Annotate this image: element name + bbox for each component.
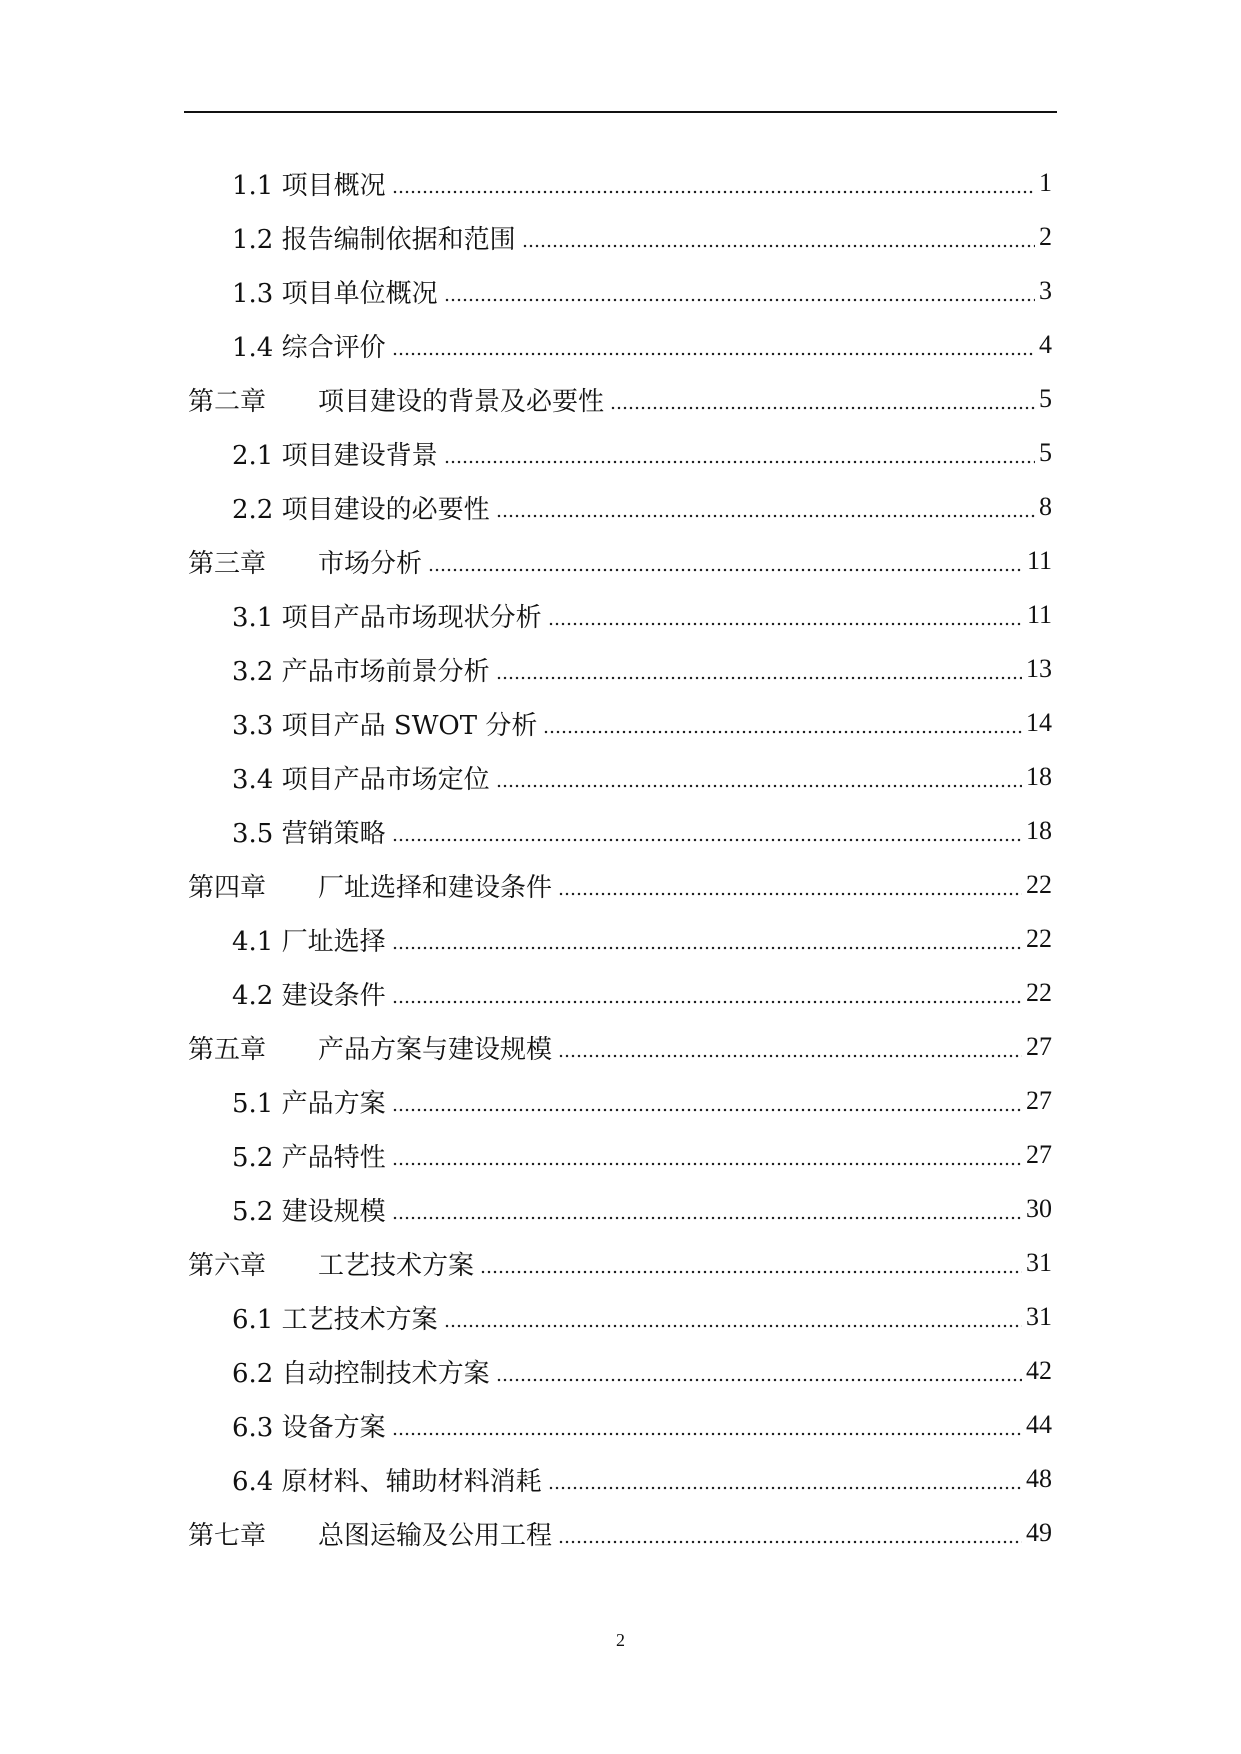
toc-section-label: 3.1 项目产品市场现状分析 — [232, 602, 542, 633]
toc-page-number: 13 — [1026, 654, 1052, 683]
toc-section-entry[interactable] — [188, 750, 1052, 804]
chapter-number: 第六章 — [188, 1250, 267, 1281]
toc-section-entry[interactable] — [188, 642, 1052, 696]
toc-page-number: 2 — [1039, 222, 1052, 251]
toc-chapter-label — [188, 543, 422, 580]
toc-section-entry[interactable] — [188, 156, 1052, 210]
toc-chapter-label — [188, 381, 604, 418]
chapter-number: 第三章 — [188, 548, 267, 579]
chapter-title: 总图运输及公用工程 — [318, 1520, 553, 1551]
dot-leader — [392, 927, 1022, 951]
chapter-title: 项目建设的背景及必要性 — [318, 386, 605, 417]
toc-page-number: 27 — [1026, 1032, 1052, 1061]
toc-section-entry[interactable] — [188, 804, 1052, 858]
toc-section-entry[interactable] — [188, 318, 1052, 372]
toc-section-label: 2.1 项目建设背景 — [232, 440, 438, 471]
toc-section-label: 2.2 项目建设的必要性 — [232, 494, 490, 525]
chapter-title: 产品方案与建设规模 — [318, 1034, 553, 1065]
toc-page-number: 27 — [1026, 1086, 1052, 1115]
dot-leader — [548, 603, 1023, 627]
toc-section-label: 5.1 产品方案 — [232, 1088, 386, 1119]
page-number: 2 — [616, 1630, 625, 1650]
dot-leader — [392, 981, 1022, 1005]
header-rule — [184, 111, 1057, 113]
toc-section-entry[interactable] — [188, 912, 1052, 966]
dot-leader — [428, 549, 1023, 573]
toc-page-number: 48 — [1026, 1464, 1052, 1493]
toc-page-number: 30 — [1026, 1194, 1052, 1223]
dot-leader — [558, 1035, 1022, 1059]
toc-chapter-entry[interactable] — [188, 534, 1052, 588]
toc-section-label: 5.2 建设规模 — [232, 1196, 386, 1227]
dot-leader — [543, 711, 1022, 735]
toc-page-number: 22 — [1026, 978, 1052, 1007]
dot-leader — [392, 819, 1022, 843]
chapter-number: 第七章 — [188, 1520, 267, 1551]
dot-leader — [392, 171, 1035, 195]
toc-page-number: 27 — [1026, 1140, 1052, 1169]
chapter-number: 第四章 — [188, 872, 267, 903]
toc-section-entry[interactable] — [188, 966, 1052, 1020]
toc-section-label: 4.2 建设条件 — [232, 980, 386, 1011]
toc-page-number: 4 — [1039, 330, 1052, 359]
dot-leader — [392, 1197, 1022, 1221]
dot-leader — [496, 1359, 1022, 1383]
toc-section-entry[interactable] — [188, 1398, 1052, 1452]
dot-leader — [558, 873, 1022, 897]
toc-section-label: 1.3 项目单位概况 — [232, 278, 438, 309]
toc-section-label: 5.2 产品特性 — [232, 1142, 386, 1173]
toc-page-number: 5 — [1039, 438, 1052, 467]
toc-section-label: 3.2 产品市场前景分析 — [232, 656, 490, 687]
toc-page-number: 14 — [1026, 708, 1052, 737]
dot-leader — [444, 441, 1035, 465]
toc-section-label: 4.1 厂址选择 — [232, 926, 386, 957]
toc-section-entry[interactable] — [188, 1290, 1052, 1344]
toc-page-number: 18 — [1026, 762, 1052, 791]
toc-chapter-label — [188, 867, 552, 904]
toc-section-entry[interactable] — [188, 210, 1052, 264]
toc-section-label: 1.1 项目概况 — [232, 170, 386, 201]
toc-section-entry[interactable] — [188, 480, 1052, 534]
toc-chapter-label — [188, 1029, 552, 1066]
toc-section-label: 1.2 报告编制依据和范围 — [232, 224, 516, 255]
toc-section-label: 6.2 自动控制技术方案 — [232, 1358, 490, 1389]
chapter-title: 厂址选择和建设条件 — [318, 872, 553, 903]
dot-leader — [496, 495, 1035, 519]
toc-page-number: 49 — [1026, 1518, 1052, 1547]
chapter-number: 第五章 — [188, 1034, 267, 1065]
toc-page-number: 3 — [1039, 276, 1052, 305]
toc-section-entry[interactable] — [188, 1182, 1052, 1236]
toc-section-entry[interactable] — [188, 426, 1052, 480]
dot-leader — [610, 387, 1035, 411]
toc-section-label: 6.1 工艺技术方案 — [232, 1304, 438, 1335]
toc-page-number: 22 — [1026, 924, 1052, 953]
toc-section-entry[interactable] — [188, 1344, 1052, 1398]
toc-page-number: 22 — [1026, 870, 1052, 899]
toc-page-number: 5 — [1039, 384, 1052, 413]
dot-leader — [496, 765, 1022, 789]
dot-leader — [392, 1143, 1022, 1167]
toc-page-number: 18 — [1026, 816, 1052, 845]
chapter-title: 市场分析 — [318, 548, 423, 579]
toc-page-number: 11 — [1026, 546, 1052, 575]
toc-page-number: 11 — [1026, 600, 1052, 629]
toc-page-number: 1 — [1039, 168, 1052, 197]
toc-chapter-entry[interactable] — [188, 858, 1052, 912]
dot-leader — [392, 1413, 1022, 1437]
dot-leader — [558, 1521, 1022, 1545]
toc-section-label: 6.3 设备方案 — [232, 1412, 386, 1443]
dot-leader — [392, 333, 1035, 357]
toc-page-number: 31 — [1026, 1248, 1052, 1277]
toc-section-label: 3.5 营销策略 — [232, 818, 386, 849]
toc-chapter-entry[interactable] — [188, 1236, 1052, 1290]
toc-chapter-entry[interactable] — [188, 1506, 1052, 1560]
toc-chapter-label — [188, 1245, 474, 1282]
toc-section-entry[interactable] — [188, 1074, 1052, 1128]
dot-leader — [444, 1305, 1022, 1329]
toc-section-label: 6.4 原材料、辅助材料消耗 — [232, 1466, 542, 1497]
dot-leader — [522, 225, 1035, 249]
dot-leader — [548, 1467, 1022, 1491]
toc-section-label: 1.4 综合评价 — [232, 332, 386, 363]
dot-leader — [444, 279, 1035, 303]
toc-page-number: 8 — [1039, 492, 1052, 521]
toc-section-label: 3.4 项目产品市场定位 — [232, 764, 490, 795]
toc-section-entry[interactable] — [188, 1452, 1052, 1506]
toc-section-entry[interactable] — [188, 1128, 1052, 1182]
chapter-number: 第二章 — [188, 386, 267, 417]
toc-chapter-entry[interactable] — [188, 372, 1052, 426]
toc-section-entry[interactable] — [188, 588, 1052, 642]
toc-section-entry[interactable] — [188, 696, 1052, 750]
chapter-title: 工艺技术方案 — [318, 1250, 475, 1281]
toc-section-entry[interactable] — [188, 264, 1052, 318]
toc-page-number: 44 — [1026, 1410, 1052, 1439]
dot-leader — [496, 657, 1022, 681]
toc-chapter-entry[interactable] — [188, 1020, 1052, 1074]
toc-page-number: 42 — [1026, 1356, 1052, 1385]
dot-leader — [392, 1089, 1022, 1113]
dot-leader — [480, 1251, 1022, 1275]
toc-section-label: 3.3 项目产品 SWOT 分析 — [232, 710, 538, 741]
toc-page-number: 31 — [1026, 1302, 1052, 1331]
table-of-contents — [188, 156, 1052, 1560]
toc-chapter-label — [188, 1515, 552, 1552]
